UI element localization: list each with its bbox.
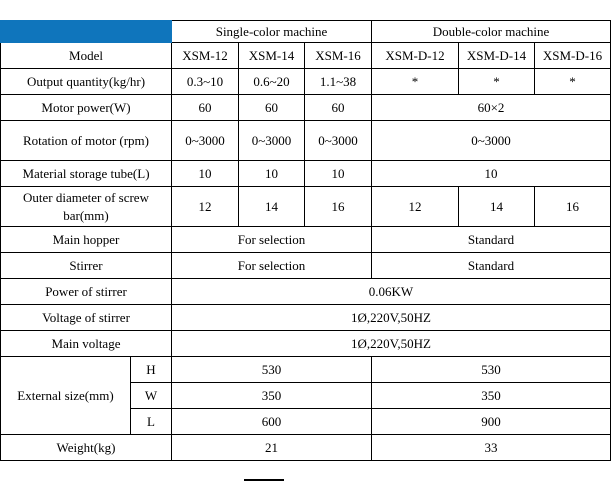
screw-cell: 14 <box>459 187 535 227</box>
motor-power-double: 60×2 <box>372 95 611 121</box>
screw-cell: 12 <box>372 187 459 227</box>
label-screw: Outer diameter of screw bar(mm) <box>1 187 172 227</box>
row-stirrer <box>1 253 611 279</box>
row-hopper <box>1 227 611 253</box>
single-color-header: Single-color machine <box>172 21 372 43</box>
label-output: Output quantity(kg/hr) <box>1 69 172 95</box>
output-cell: 0.3~10 <box>172 69 239 95</box>
weight-double: 33 <box>372 435 611 461</box>
output-cell: 1.1~38 <box>305 69 372 95</box>
storage-cell: 10 <box>239 161 305 187</box>
row-model <box>1 43 611 69</box>
output-cell: * <box>459 69 535 95</box>
external-l-double: 900 <box>372 409 611 435</box>
power-stirrer-value: 0.06KW <box>172 279 611 305</box>
row-power-stirrer <box>1 279 611 305</box>
label-external-size: External size(mm) <box>1 357 131 435</box>
weight-single: 21 <box>172 435 372 461</box>
label-model: Model <box>1 43 172 69</box>
label-voltage-stirrer: Voltage of stirrer <box>1 305 172 331</box>
external-h-single: 530 <box>172 357 372 383</box>
spec-table <box>0 20 611 461</box>
external-l-single: 600 <box>172 409 372 435</box>
motor-power-cell: 60 <box>239 95 305 121</box>
row-motor-power <box>1 95 611 121</box>
rotation-double: 0~3000 <box>372 121 611 161</box>
row-rotation <box>1 121 611 161</box>
storage-cell: 10 <box>172 161 239 187</box>
label-main-voltage: Main voltage <box>1 331 172 357</box>
label-motor-power: Motor power(W) <box>1 95 172 121</box>
bottom-divider <box>244 479 284 481</box>
storage-double: 10 <box>372 161 611 187</box>
row-storage <box>1 161 611 187</box>
row-weight <box>1 435 611 461</box>
rotation-cell: 0~3000 <box>239 121 305 161</box>
model-cell: XSM-D-14 <box>459 43 535 69</box>
row-main-voltage <box>1 331 611 357</box>
screw-cell: 16 <box>305 187 372 227</box>
label-stirrer: Stirrer <box>1 253 172 279</box>
dim-label-l: L <box>131 409 172 435</box>
label-storage: Material storage tube(L) <box>1 161 172 187</box>
label-power-stirrer: Power of stirrer <box>1 279 172 305</box>
hopper-single: For selection <box>172 227 372 253</box>
row-output <box>1 69 611 95</box>
model-cell: XSM-16 <box>305 43 372 69</box>
motor-power-cell: 60 <box>172 95 239 121</box>
output-cell: * <box>535 69 611 95</box>
storage-cell: 10 <box>305 161 372 187</box>
model-cell: XSM-14 <box>239 43 305 69</box>
stirrer-double: Standard <box>372 253 611 279</box>
main-voltage-value: 1Ø,220V,50HZ <box>172 331 611 357</box>
model-cell: XSM-D-12 <box>372 43 459 69</box>
screw-cell: 12 <box>172 187 239 227</box>
model-cell: XSM-12 <box>172 43 239 69</box>
output-cell: 0.6~20 <box>239 69 305 95</box>
header-row <box>1 21 611 43</box>
rotation-cell: 0~3000 <box>305 121 372 161</box>
motor-power-cell: 60 <box>305 95 372 121</box>
external-h-double: 530 <box>372 357 611 383</box>
rotation-cell: 0~3000 <box>172 121 239 161</box>
header-corner <box>1 21 172 43</box>
stirrer-single: For selection <box>172 253 372 279</box>
screw-cell: 14 <box>239 187 305 227</box>
screw-cell: 16 <box>535 187 611 227</box>
row-screw <box>1 187 611 227</box>
dim-label-h: H <box>131 357 172 383</box>
dim-label-w: W <box>131 383 172 409</box>
hopper-double: Standard <box>372 227 611 253</box>
label-weight: Weight(kg) <box>1 435 172 461</box>
external-w-double: 350 <box>372 383 611 409</box>
label-rotation: Rotation of motor (rpm) <box>1 121 172 161</box>
double-color-header: Double-color machine <box>372 21 611 43</box>
external-w-single: 350 <box>172 383 372 409</box>
voltage-stirrer-value: 1Ø,220V,50HZ <box>172 305 611 331</box>
output-cell: * <box>372 69 459 95</box>
row-voltage-stirrer <box>1 305 611 331</box>
row-external-size-h <box>1 357 611 383</box>
label-hopper: Main hopper <box>1 227 172 253</box>
model-cell: XSM-D-16 <box>535 43 611 69</box>
